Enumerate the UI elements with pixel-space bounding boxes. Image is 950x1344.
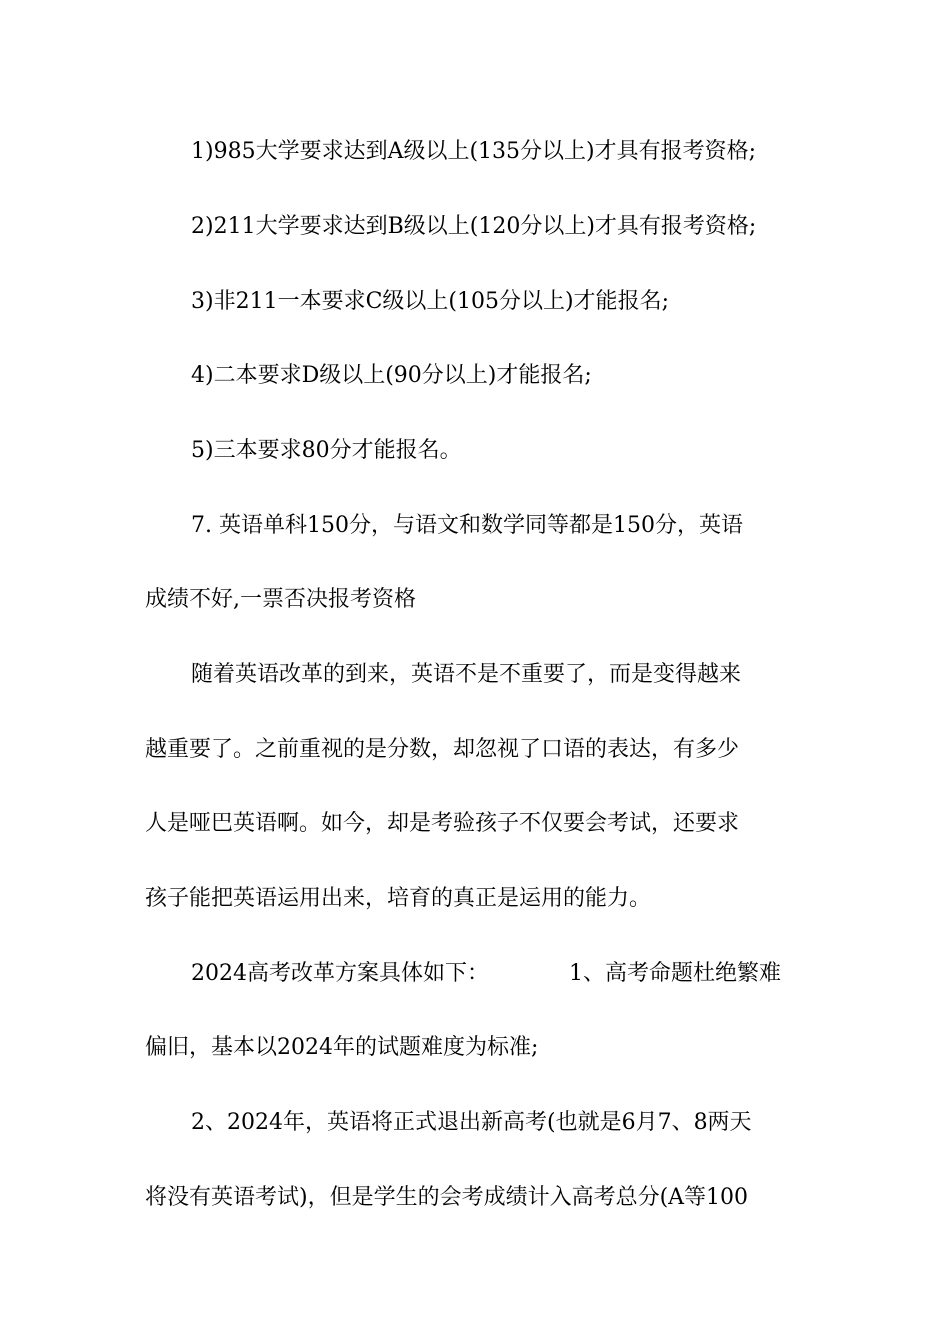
- paragraph-line: 1)985大学要求达到A级以上(135分以上)才具有报考资格;: [191, 139, 757, 164]
- paragraph-line: 2、2024年，英语将正式退出新高考(也就是6月7、8两天: [191, 1110, 752, 1135]
- paragraph-line: 1、高考命题杜绝繁难: [569, 961, 781, 986]
- paragraph-line: 2024高考改革方案具体如下：: [191, 961, 489, 986]
- paragraph-line: 4)二本要求D级以上(90分以上)才能报名;: [191, 363, 592, 388]
- paragraph-line: 将没有英语考试)，但是学生的会考成绩计入高考总分(A等100: [145, 1185, 749, 1210]
- paragraph-line: 3)非211一本要求C级以上(105分以上)才能报名;: [191, 289, 669, 314]
- paragraph-line: 5)三本要求80分才能报名。: [191, 438, 462, 463]
- paragraph-line: 2)211大学要求达到B级以上(120分以上)才具有报考资格;: [191, 214, 757, 239]
- paragraph-line: 成绩不好,一票否决报考资格: [145, 587, 416, 612]
- paragraph-line: 人是哑巴英语啊。如今，却是考验孩子不仅要会考试，还要求: [145, 811, 740, 836]
- paragraph-line: 7. 英语单科150分，与语文和数学同等都是150分，英语: [191, 513, 743, 538]
- paragraph-line: 越重要了。之前重视的是分数，却忽视了口语的表达，有多少: [145, 737, 740, 762]
- paragraph-line: 偏旧，基本以2024年的试题难度为标准;: [145, 1035, 539, 1060]
- paragraph-line: 孩子能把英语运用出来，培育的真正是运用的能力。: [145, 886, 652, 911]
- paragraph-line: 随着英语改革的到来，英语不是不重要了，而是变得越来: [191, 662, 742, 687]
